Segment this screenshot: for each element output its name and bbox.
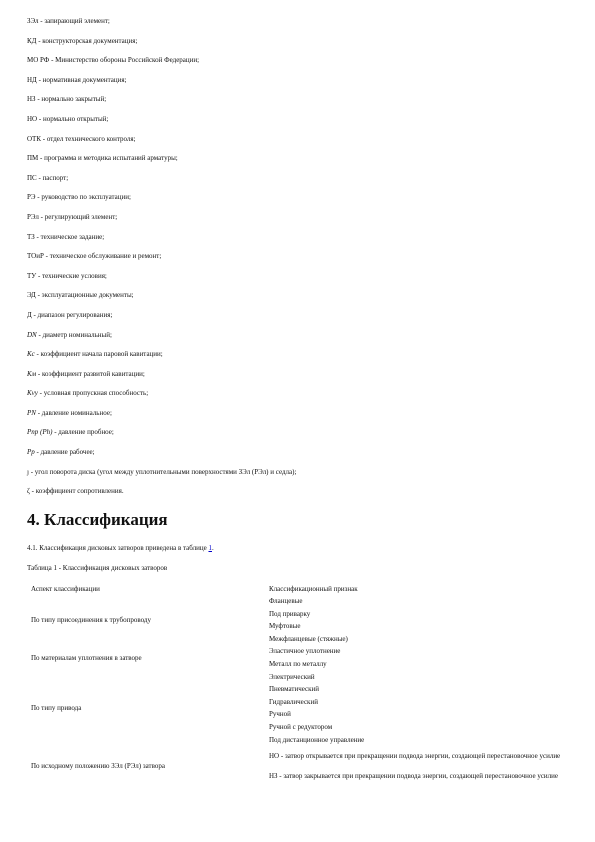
feature-cell: Муфтовые	[269, 622, 301, 631]
definition-item	[27, 95, 567, 104]
definition-abbr: ЭД	[27, 291, 36, 300]
table-row	[27, 671, 567, 684]
definition-text: - программа и методика испытаний арматуры;	[38, 154, 178, 163]
definition-item	[27, 487, 567, 496]
definition-abbr: РЭ	[27, 193, 36, 202]
definition-text: - нормально открытый;	[37, 114, 109, 123]
definition-text: - паспорт;	[36, 173, 69, 182]
definition-item	[27, 174, 567, 183]
section-title: 4. Классификация	[27, 510, 168, 529]
definition-abbr: МО РФ	[27, 56, 50, 65]
feature-cell: Гидравлический	[269, 697, 318, 706]
definition-abbr: Pр	[27, 448, 35, 457]
definition-abbr: НД	[27, 75, 37, 84]
definition-item	[27, 193, 567, 202]
definition-item	[27, 272, 567, 281]
paragraph-end: .	[211, 544, 214, 552]
feature-cell: Межфланцевые (стяжные)	[269, 634, 348, 643]
definition-abbr: РЭл	[27, 212, 39, 221]
definition-text: - коэффициент начала паровой кавитации;	[34, 350, 163, 359]
feature-cell: Под приварку	[269, 609, 311, 618]
definition-abbr: DN	[27, 330, 37, 339]
paragraph-text: 4.1. Классификация дисковых затворов приведена в таблице	[27, 544, 209, 552]
feature-cell: Фланцевые	[269, 597, 303, 606]
classification-paragraph	[27, 544, 214, 553]
definition-abbr: Д	[27, 310, 32, 319]
feature-cell: Эластичное уплотнение	[269, 647, 341, 656]
definition-item	[27, 350, 567, 359]
table-row	[27, 645, 567, 658]
abbreviations-list	[27, 17, 567, 507]
definition-text: - давление номинальное;	[35, 408, 112, 417]
classification-table	[27, 583, 567, 786]
table-reference-link[interactable]: 1	[208, 544, 212, 552]
feature-cell: Пневматический	[269, 685, 320, 694]
definition-text: - отдел технического контроля;	[41, 134, 136, 143]
table-row	[27, 595, 567, 608]
definition-abbr: ПМ	[27, 154, 39, 163]
definition-abbr: КД	[27, 36, 37, 45]
feature-cell: Ручной	[269, 710, 291, 719]
definition-abbr: Kм	[27, 369, 37, 378]
definition-text: - нормально закрытый;	[35, 95, 107, 104]
definition-item	[27, 76, 567, 85]
aspect-cell: По материалам уплотнения в затворе	[31, 653, 142, 662]
definition-item	[27, 37, 567, 46]
definition-abbr: НЗ	[27, 95, 36, 104]
definition-item	[27, 154, 567, 163]
definition-abbr: ЗЭл	[27, 17, 39, 25]
definition-item	[27, 135, 567, 144]
definition-abbr: Pпр (Рh)	[27, 428, 53, 437]
definition-abbr: НО	[27, 114, 38, 123]
definition-item	[27, 252, 567, 261]
definition-text: - нормативная документация;	[36, 75, 127, 84]
definition-item	[27, 370, 567, 379]
definition-item	[27, 389, 567, 398]
definition-item	[27, 233, 567, 242]
definition-abbr: ТОиР	[27, 252, 44, 261]
definition-abbr: Kvу	[27, 389, 38, 398]
definition-abbr: PN	[27, 408, 36, 417]
definition-text: - эксплуатационные документы;	[35, 291, 134, 300]
table-caption: Таблица 1 - Классификация дисковых затворов	[27, 564, 168, 572]
definition-text: - запирающий элемент;	[38, 17, 110, 25]
definition-item	[27, 291, 567, 300]
definition-text: - угол поворота диска (угол между уплотнительными поверхностями ЗЭл (РЭл) и седла);	[28, 467, 297, 476]
definition-item	[27, 17, 567, 26]
definition-item	[27, 311, 567, 320]
feature-cell: НЗ - затвор закрывается при прекращении подвода энергии, создающей перестановочное усилие	[269, 772, 559, 781]
aspect-cell: По типу привода	[31, 704, 82, 713]
feature-cell: Металл по металлу	[269, 660, 327, 669]
definition-item	[27, 428, 567, 437]
definition-abbr: ТУ	[27, 271, 37, 280]
definition-item	[27, 468, 567, 477]
aspect-cell: По исходному положению ЗЭл (РЭл) затвора	[31, 761, 165, 770]
feature-cell: Под дистанционное управление	[269, 735, 365, 744]
definition-item	[27, 448, 567, 457]
definition-abbr: ТЗ	[27, 232, 35, 241]
definition-text: - руководство по эксплуатации;	[35, 193, 131, 202]
definition-text: - диапазон регулирования;	[31, 310, 113, 319]
definition-item	[27, 409, 567, 418]
definition-text: - давление рабочее;	[34, 448, 95, 457]
definition-text: - техническое задание;	[34, 232, 105, 241]
definition-abbr: ПС	[27, 173, 37, 182]
aspect-cell: По типу присоединения к трубопроводу	[31, 615, 151, 624]
definition-text: - условная пропускная способность;	[37, 389, 149, 398]
definition-text: - регулирующий элемент;	[38, 212, 118, 221]
feature-cell: Ручной с редуктором	[269, 722, 333, 731]
definition-item	[27, 115, 567, 124]
definition-text: - коэффициент развитой кавитации;	[36, 369, 145, 378]
definition-abbr: ОТК	[27, 134, 41, 143]
feature-cell: Электрический	[269, 672, 315, 681]
definition-text: - Министерство обороны Российской Федерации;	[49, 56, 200, 65]
definition-text: - коэффициент сопротивления.	[29, 487, 124, 496]
definition-abbr: ȷ	[27, 467, 29, 476]
definition-item	[27, 331, 567, 340]
feature-cell: НО - затвор открывается при прекращении подвода энергии, создающей перестановочное усилие	[269, 752, 561, 761]
header-feature: Классификационный признак	[269, 584, 358, 593]
table-row	[27, 746, 567, 766]
definition-abbr: Kc	[27, 350, 35, 359]
table-header-row	[27, 583, 567, 595]
definition-text: - конструкторская документация;	[36, 36, 138, 45]
definition-text: - диаметр номинальный;	[36, 330, 112, 339]
definition-item	[27, 56, 567, 65]
definition-item	[27, 213, 567, 222]
definition-abbr: ζ	[27, 487, 30, 496]
definition-text: - техническое обслуживание и ремонт;	[43, 252, 162, 261]
header-aspect: Аспект классификации	[31, 584, 100, 593]
definition-text: - давление пробное;	[52, 428, 114, 437]
definition-text: - технические условия;	[36, 271, 107, 280]
